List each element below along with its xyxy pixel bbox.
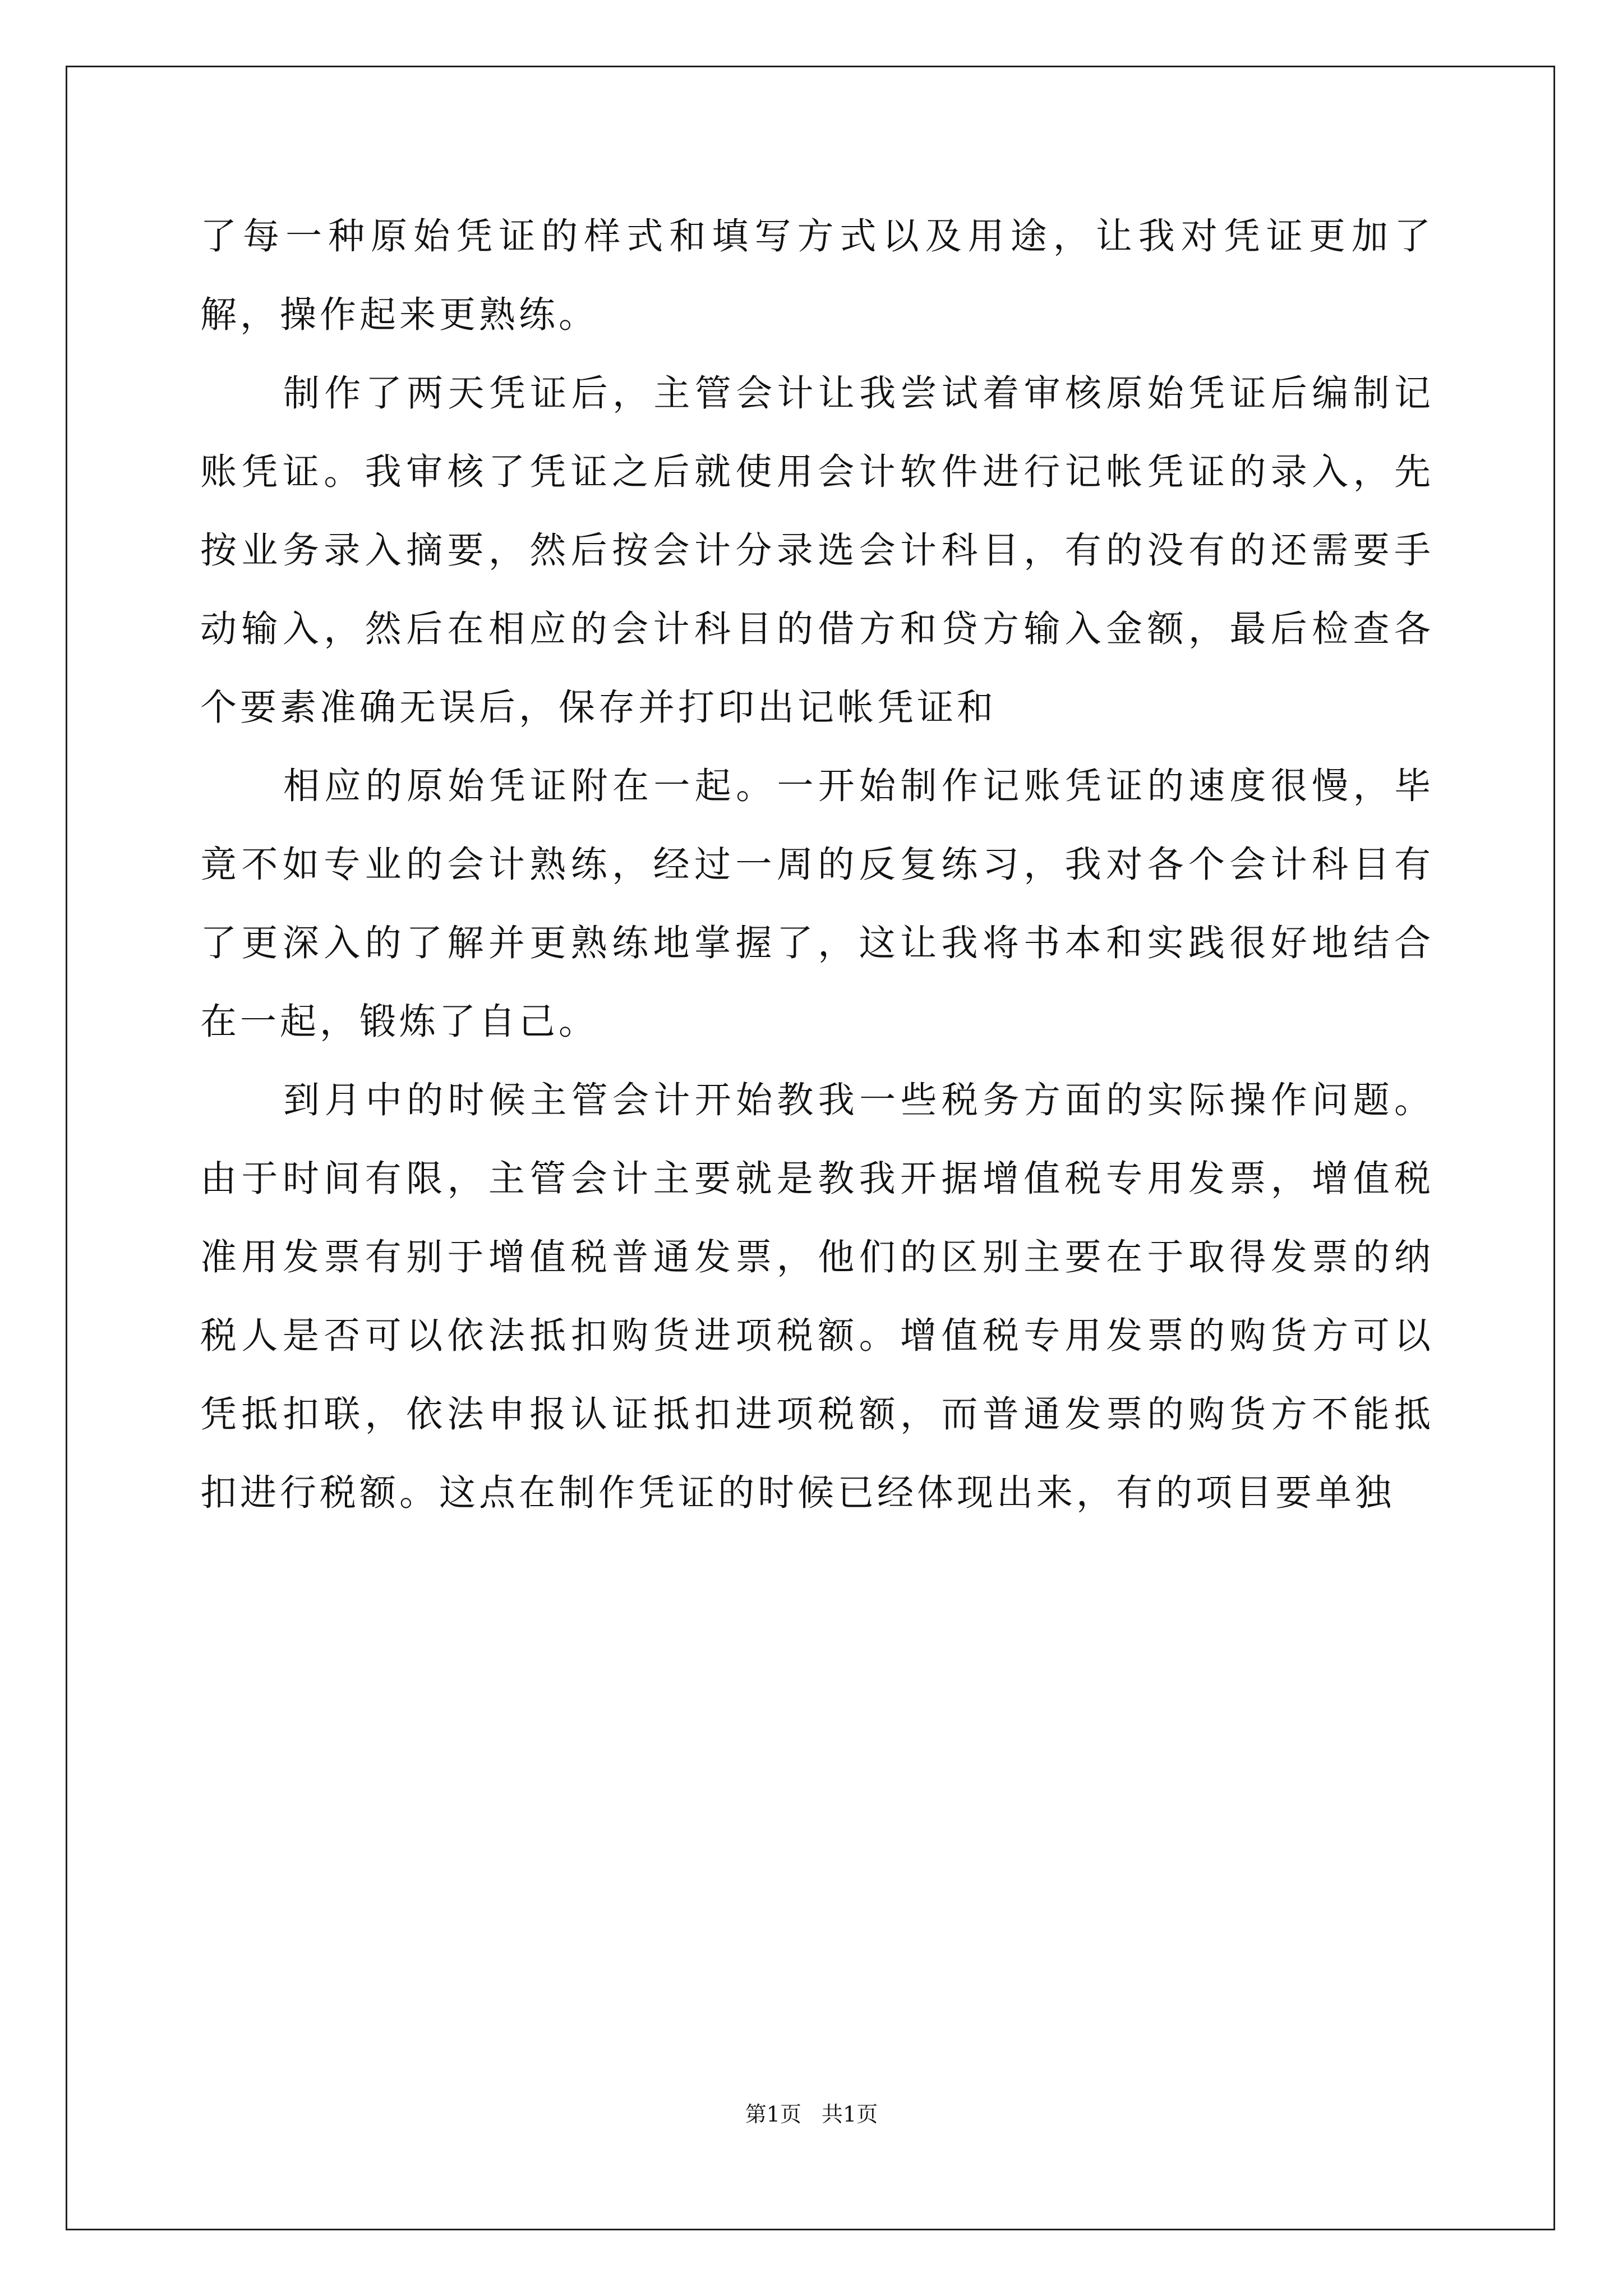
paragraph: 制作了两天凭证后，主管会计让我尝试着审核原始凭证后编制记账凭证。我审核了凭证之后就使用会计软件进行记帐凭证的录入，先按业务录入摘要，然后按会计分录选会计科目，有的没有的还需要手动输入，然后在相应的会计科目的借方和贷方输入金额，最后检查各个要素准确无误后，保存并打印出记帐凭证和 <box>200 372 1434 729</box>
document-body <box>200 197 1434 1533</box>
page-total: 共1页 <box>822 2102 878 2127</box>
paragraph: 相应的原始凭证附在一起。一开始制作记账凭证的速度很慢，毕竟不如专业的会计熟练，经过一周的反复练习，我对各个会计科目有了更深入的了解并更熟练地掌握了，这让我将书本和实践很好地结合在一起，锻炼了自己。 <box>200 765 1434 1043</box>
paragraph: 了每一种原始凭证的样式和填写方式以及用途，让我对凭证更加了解，操作起来更熟练。 <box>200 215 1434 336</box>
page-footer <box>0 2097 1623 2128</box>
paragraph: 到月中的时候主管会计开始教我一些税务方面的实际操作问题。由于时间有限，主管会计主要就是教我开据增值税专用发票，增值税准用发票有别于增值税普通发票，他们的区别主要在于取得发票的纳税人是否可以依法抵扣购货进项税额。增值税专用发票的购货方可以凭抵扣联，依法申报认证抵扣进项税额，而普通发票的购货方不能抵扣进行税额。这点在制作凭证的时候已经体现出来，有的项目要单独 <box>200 1079 1434 1514</box>
page-number: 第1页 <box>745 2102 801 2127</box>
